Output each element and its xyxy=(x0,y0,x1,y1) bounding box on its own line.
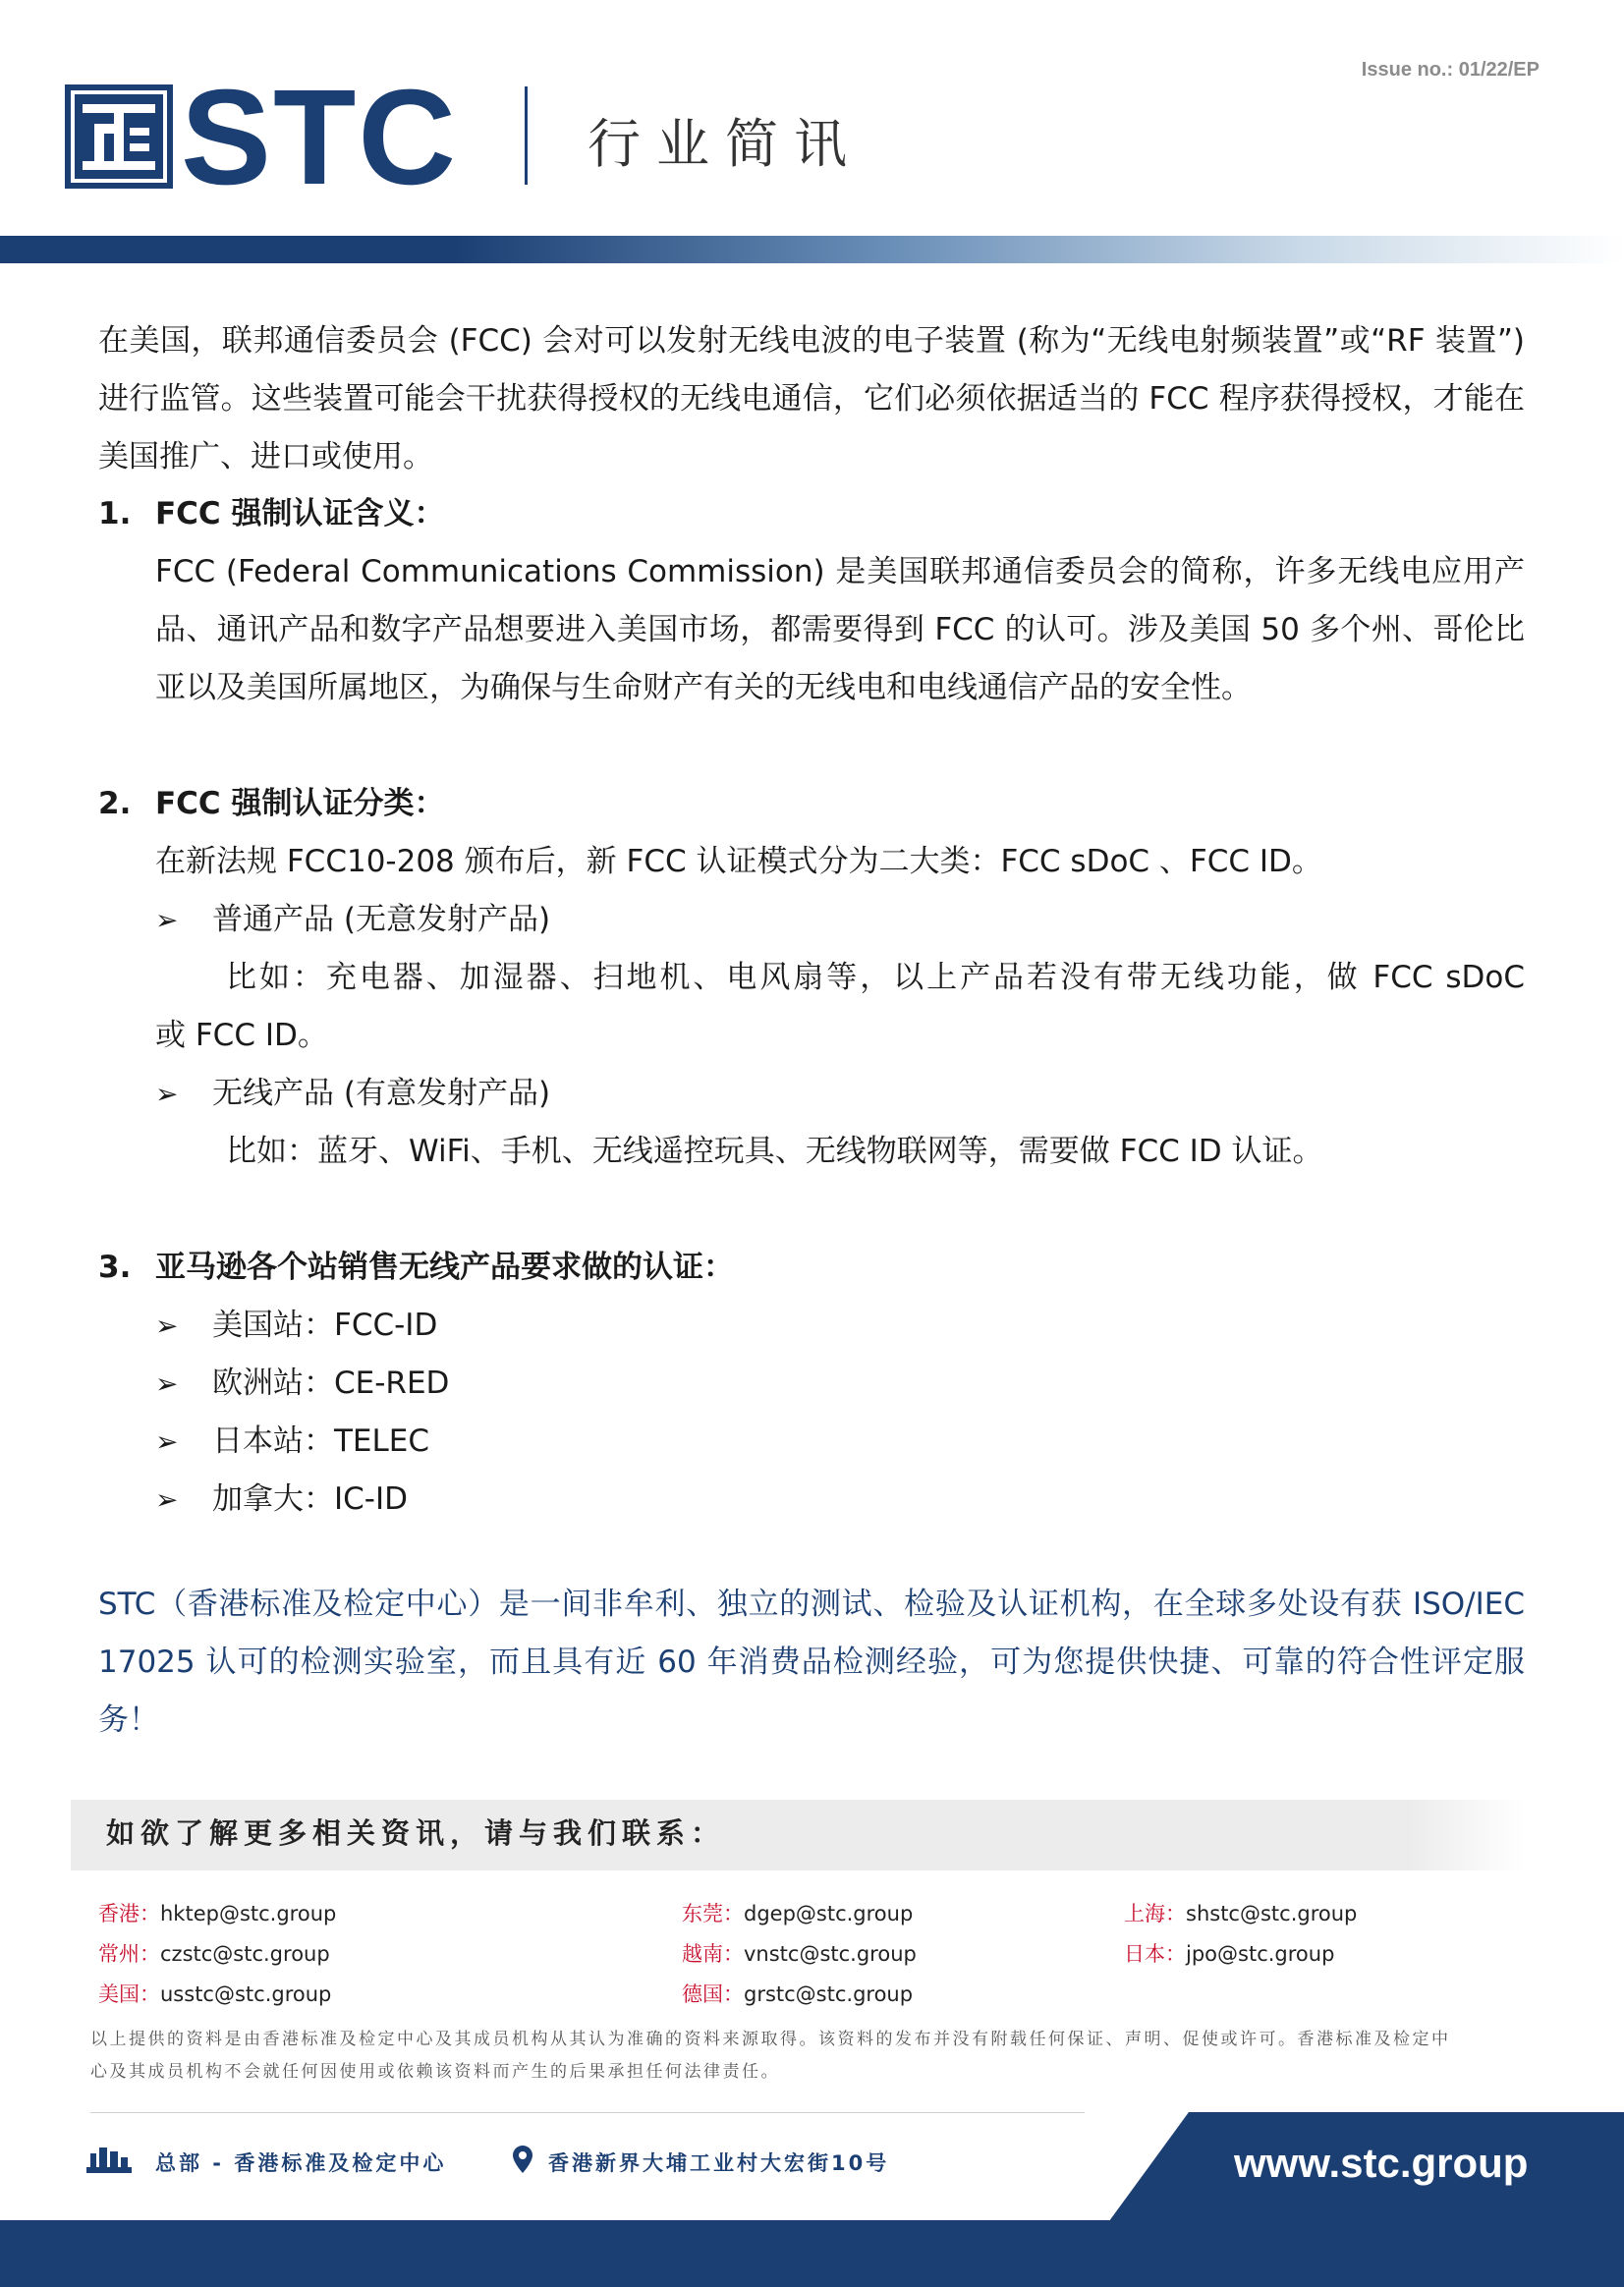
bullet-label: 普通产品 (无意发射产品) xyxy=(212,902,551,937)
footer-band xyxy=(0,2110,1624,2287)
section-2-text: 在新法规 FCC10-208 颁布后，新 FCC 认证模式分为二大类：FCC sDoC 、FCC ID。 xyxy=(155,844,1322,879)
contact-city: 上海： xyxy=(1124,1902,1186,1925)
disclaimer: 以上提供的资料是由香港标准及检定中心及其成员机构从其认为准确的资料来源取得。该资料的发布并没有附载任何保证、声明、促使或许可。香港标准及检定中心及其成员机构不会就任何因使用或依赖该资料而产生的后果承担任何法律责任。 xyxy=(90,2030,1451,2082)
marketplace-cert: 加拿大：IC-ID xyxy=(212,1481,408,1517)
list-item xyxy=(155,1297,437,1355)
about-stc-paragraph: STC（香港标准及检定中心）是一间非牟利、独立的测试、检验及认证机构，在全球多处设有获 ISO/IEC 17025 认可的检测实验室，而且具有近 60 年消费品检测经验，可为您提供快捷、可靠的符合性评定服务！ xyxy=(98,1587,1525,1738)
contact-city: 常州： xyxy=(98,1942,160,1966)
marketplace-cert: 美国站：FCC-ID xyxy=(212,1308,438,1343)
section-2-title: FCC 强制认证分类： xyxy=(155,786,445,821)
section-2-number: 2. xyxy=(98,786,132,821)
section-1-number: 1. xyxy=(98,496,132,531)
contact-city: 东莞： xyxy=(682,1902,744,1925)
section-3-number: 3. xyxy=(98,1250,132,1285)
bullet-detail: 比如：充电器、加湿器、扫地机、电风扇等，以上产品若没有带无线功能，做 FCC sDoC xyxy=(226,960,1525,995)
header-band xyxy=(0,236,1624,263)
contact-column-2 xyxy=(682,1894,917,2015)
arrow-bullet-icon: ➢ xyxy=(155,1310,179,1342)
bullet-detail: 比如：蓝牙、WiFi、手机、无线遥控玩具、无线物联网等，需要做 FCC ID 认证。 xyxy=(226,1134,1323,1169)
header-divider xyxy=(525,86,528,185)
contact-entry xyxy=(682,1975,917,2015)
contact-entry xyxy=(98,1934,336,1975)
contact-email-link[interactable]: hktep@stc.group xyxy=(160,1902,337,1925)
issue-number: Issue no.: 01/22/EP xyxy=(1361,59,1540,81)
arrow-bullet-icon: ➢ xyxy=(155,1483,179,1516)
contact-entry xyxy=(98,1975,336,2015)
section-3-heading xyxy=(98,1239,734,1297)
contact-column-1 xyxy=(98,1894,336,2015)
contact-entry xyxy=(1124,1894,1357,1934)
arrow-bullet-icon: ➢ xyxy=(155,1078,179,1110)
marketplace-cert: 欧洲站：CE-RED xyxy=(212,1366,450,1401)
list-item xyxy=(155,1355,449,1413)
contact-city: 美国： xyxy=(98,1982,160,2006)
list-item xyxy=(155,1413,429,1471)
contact-email-link[interactable]: shstc@stc.group xyxy=(1186,1902,1358,1925)
contact-entry xyxy=(682,1894,917,1934)
contact-email-link[interactable]: czstc@stc.group xyxy=(160,1942,330,1966)
headquarters-address: 香港新界大埔工业村大宏街10号 xyxy=(548,2151,890,2175)
headquarters-label: 总部 - 香港标准及检定中心 xyxy=(155,2151,447,2175)
contact-entry xyxy=(1124,1934,1357,1975)
contact-email-link[interactable]: usstc@stc.group xyxy=(160,1982,332,2006)
section-1-text: FCC (Federal Communications Commission) 是美国联邦通信委员会的简称，许多无线电应用产品、通讯产品和数字产品想要进入美国市场，都需要得到 FCC 的认可。涉及美国 50 多个州、哥伦比亚以及美国所属地区，为确保与生命财产有关的无线电和电线通信产品的安全性。 xyxy=(155,554,1525,705)
arrow-bullet-icon: ➢ xyxy=(155,1367,179,1400)
arrow-bullet-icon: ➢ xyxy=(155,1425,179,1458)
contact-entry xyxy=(682,1934,917,1975)
intro-paragraph: 在美国，联邦通信委员会 (FCC) 会对可以发射无线电波的电子装置 (称为“无线电射频装置”或“RF 装置”) 进行监管。这些装置可能会干扰获得授权的无线电通信，它们必须依据适当的 FCC 程序获得授权，才能在美国推广、进口或使用。 xyxy=(98,323,1525,474)
section-1-heading xyxy=(98,485,444,543)
contact-city: 日本： xyxy=(1124,1942,1186,1966)
section-2-heading xyxy=(98,775,444,833)
contact-city: 德国： xyxy=(682,1982,744,2006)
contact-entry xyxy=(98,1894,336,1934)
stc-logo-mark xyxy=(65,84,173,189)
website-link[interactable]: www.stc.group xyxy=(1234,2140,1529,2186)
bullet-detail-continued: 或 FCC ID。 xyxy=(155,1018,328,1053)
bullet-label: 无线产品 (有意发射产品) xyxy=(212,1076,551,1111)
contact-city: 香港： xyxy=(98,1902,160,1925)
arrow-bullet-icon: ➢ xyxy=(155,904,179,936)
section-1-title: FCC 强制认证含义： xyxy=(155,496,445,531)
contact-email-link[interactable]: dgep@stc.group xyxy=(744,1902,914,1925)
section-3-title: 亚马逊各个站销售无线产品要求做的认证： xyxy=(155,1250,734,1285)
newsletter-title: 行业简讯 xyxy=(588,113,863,175)
location-pin-icon xyxy=(513,2146,532,2173)
bullet-wireless-products xyxy=(155,1065,550,1123)
contact-column-3 xyxy=(1124,1894,1357,1975)
building-icon xyxy=(86,2146,132,2173)
contact-email-link[interactable]: grstc@stc.group xyxy=(744,1982,914,2006)
stc-emblem-icon xyxy=(65,84,173,189)
bullet-general-products xyxy=(155,891,550,949)
contact-city: 越南： xyxy=(682,1942,744,1966)
contact-title: 如欲了解更多相关资讯，请与我们联系： xyxy=(106,1816,726,1850)
brand-name: STC xyxy=(181,62,458,213)
marketplace-cert: 日本站：TELEC xyxy=(212,1423,430,1459)
contact-email-link[interactable]: jpo@stc.group xyxy=(1186,1942,1335,1966)
contact-email-link[interactable]: vnstc@stc.group xyxy=(744,1942,917,1966)
list-item xyxy=(155,1471,408,1529)
